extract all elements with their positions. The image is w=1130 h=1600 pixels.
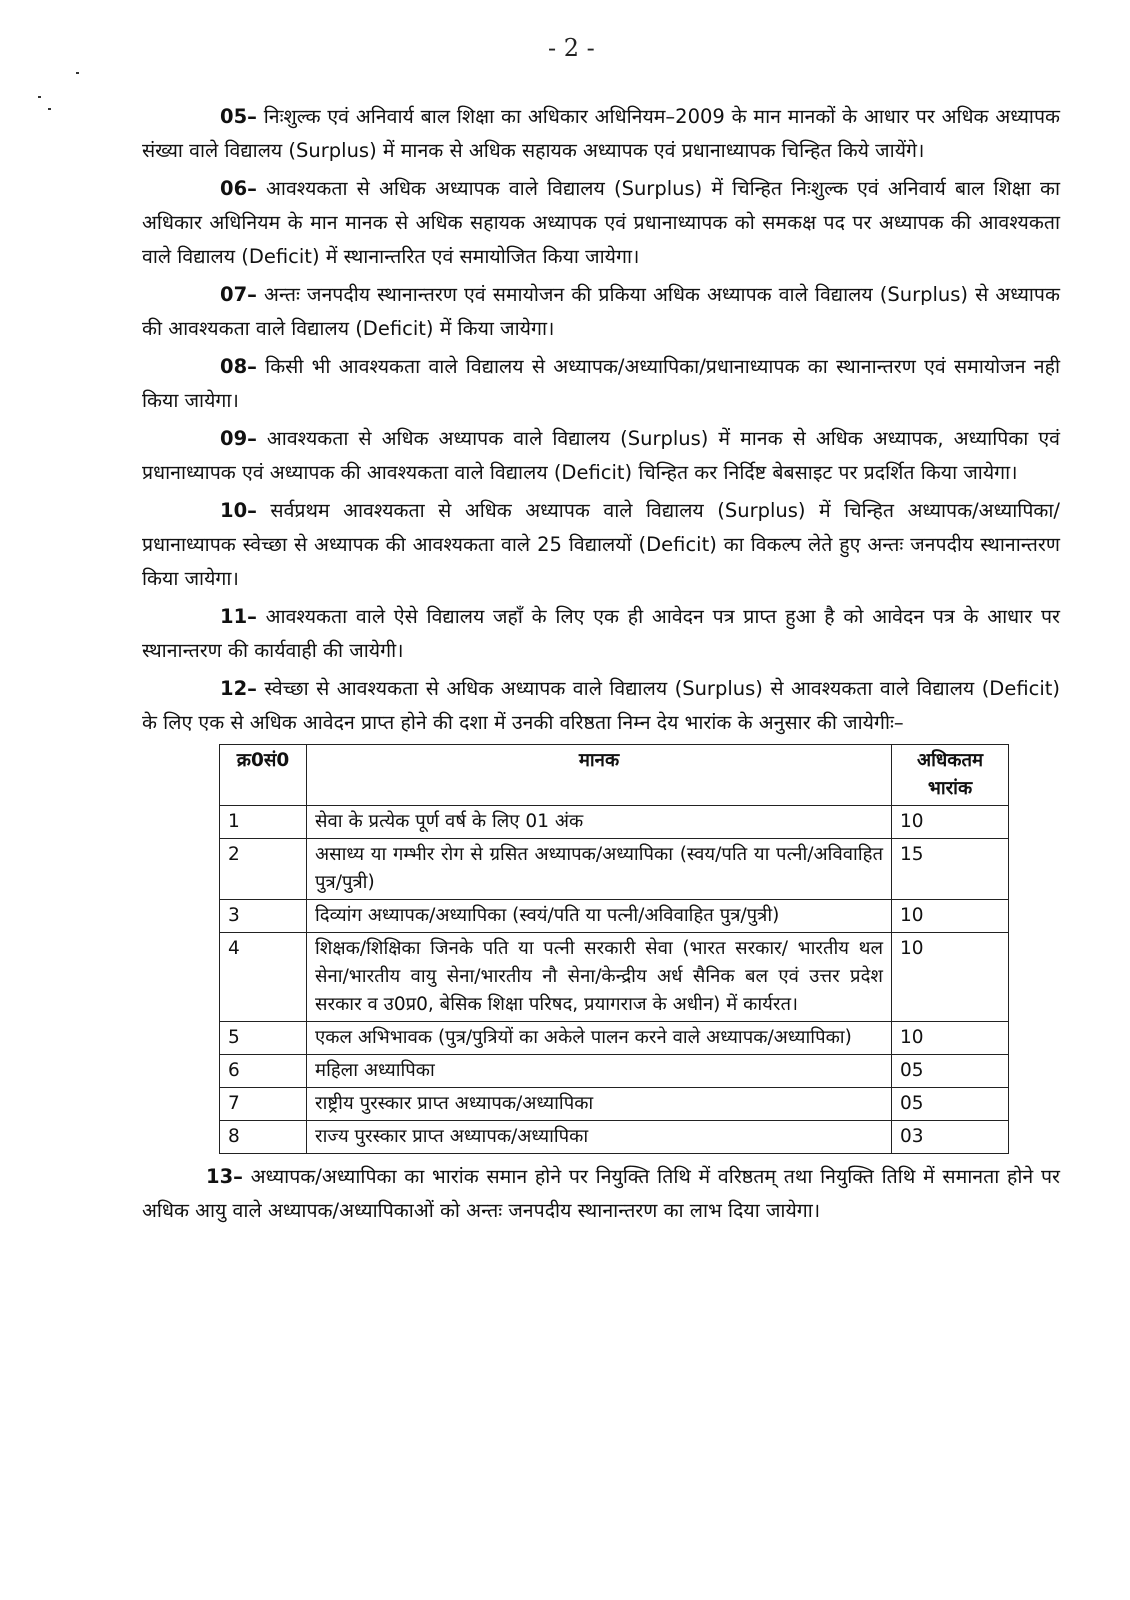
paragraph-text: आवश्यकता से अधिक अध्यापक वाले विद्यालय (Surplus) में मानक से अधिक अध्यापक, अध्यापिका एवं प्रधानाध्यापक एवं अध्यापक की आवश्यकता वाले विद्यालय (Deficit) चिन्हित कर निर्दिष्ट बेबसाइट पर प्रदर्शित किया जायेगा। xyxy=(142,427,1060,484)
table-row xyxy=(220,1088,1009,1121)
cell-standard: शिक्षक/शिक्षिका जिनके पति या पत्नी सरकारी सेवा (भारत सरकार/ भारतीय थल सेना/भारतीय वायु सेना/भारतीय नौ सेना/केन्द्रीय अर्ध सैनिक बल एवं उत्तर प्रदेश सरकार व उ0प्र0, बेसिक शिक्षा परिषद, प्रयागराज के अधीन) में कार्यरत। xyxy=(307,933,892,1022)
cell-marks: 05 xyxy=(892,1088,1009,1121)
table-row xyxy=(220,1121,1009,1154)
weightage-table xyxy=(219,744,1009,1154)
paragraph-number: 13– xyxy=(206,1165,243,1188)
scan-speck xyxy=(76,72,79,74)
table-row xyxy=(220,1022,1009,1055)
paragraph-text: निःशुल्क एवं अनिवार्य बाल शिक्षा का अधिकार अधिनियम–2009 के मान मानकों के आधार पर अधिक अध्यापक संख्या वाले विद्यालय (Surplus) में मानक से अधिक सहायक अध्यापक एवं प्रधानाध्यापक चिन्हित किये जायेंगे। xyxy=(142,105,1060,162)
cell-standard: दिव्यांग अध्यापक/अध्यापिका (स्वयं/पति या पत्नी/अविवाहित पुत्र/पुत्री) xyxy=(307,900,892,933)
cell-standard: असाध्य या गम्भीर रोग से ग्रसित अध्यापक/अध्यापिका (स्वय/पति या पत्नी/अविवाहित पुत्र/पुत्री) xyxy=(307,839,892,900)
cell-standard: राष्ट्रीय पुरस्कार प्राप्त अध्यापक/अध्यापिका xyxy=(307,1088,892,1121)
table-row xyxy=(220,1055,1009,1088)
cell-marks: 15 xyxy=(892,839,1009,900)
cell-serial-number: 3 xyxy=(220,900,307,933)
paragraph-number: 09– xyxy=(220,427,257,450)
cell-serial-number: 8 xyxy=(220,1121,307,1154)
paragraph-number: 07– xyxy=(220,283,257,306)
cell-marks: 10 xyxy=(892,806,1009,839)
cell-marks: 10 xyxy=(892,933,1009,1022)
paragraph-text: सर्वप्रथम आवश्यकता से अधिक अध्यापक वाले विद्यालय (Surplus) में चिन्हित अध्यापक/अध्यापिका/प्रधानाध्यापक स्वेच्छा से अध्यापक की आवश्यकता वाले 25 विद्यालयों (Deficit) का विकल्प लेते हुए अन्तः जनपदीय स्थानान्तरण किया जायेगा। xyxy=(142,499,1060,590)
paragraph-08 xyxy=(142,350,1060,418)
header-max-marks: अधिकतम भारांक xyxy=(892,745,1009,806)
table-row xyxy=(220,933,1009,1022)
page-number: - 2 - xyxy=(548,34,595,62)
paragraph-text: आवश्यकता से अधिक अध्यापक वाले विद्यालय (Surplus) में चिन्हित निःशुल्क एवं अनिवार्य बाल शिक्षा का अधिकार अधिनियम के मान मानक से अधिक सहायक अध्यापक एवं प्रधानाध्यापक को समकक्ष पद पर अध्यापक की आवश्यकता वाले विद्यालय (Deficit) में स्थानान्तरित एवं समायोजित किया जायेगा। xyxy=(142,177,1060,268)
header-standard: मानक xyxy=(307,745,892,806)
paragraph-12 xyxy=(142,672,1060,740)
cell-serial-number: 7 xyxy=(220,1088,307,1121)
header-serial-number: क्र0सं0 xyxy=(220,745,307,806)
paragraph-text: आवश्यकता वाले ऐसे विद्यालय जहाँ के लिए एक ही आवेदन पत्र प्राप्त हुआ है को आवेदन पत्र के आधार पर स्थानान्तरण की कार्यवाही की जायेगी। xyxy=(142,605,1061,662)
scan-speck xyxy=(38,96,41,98)
cell-serial-number: 5 xyxy=(220,1022,307,1055)
paragraph-13 xyxy=(142,1160,1060,1228)
cell-serial-number: 1 xyxy=(220,806,307,839)
paragraph-06 xyxy=(142,172,1060,274)
paragraph-text: अन्तः जनपदीय स्थानान्तरण एवं समायोजन की प्रकिया अधिक अध्यापक वाले विद्यालय (Surplus) से अध्यापक की आवश्यकता वाले विद्यालय (Deficit) में किया जायेगा। xyxy=(142,283,1060,340)
paragraph-number: 10– xyxy=(220,499,257,522)
paragraph-text: अध्यापक/अध्यापिका का भारांक समान होने पर नियुक्ति तिथि में वरिष्ठतम् तथा नियुक्ति तिथि में समानता होने पर अधिक आयु वाले अध्यापक/अध्यापिकाओं को अन्तः जनपदीय स्थानान्तरण का लाभ दिया जायेगा। xyxy=(142,1165,1060,1222)
paragraph-number: 08– xyxy=(220,355,257,378)
table-row xyxy=(220,900,1009,933)
scan-speck xyxy=(48,108,51,110)
cell-serial-number: 2 xyxy=(220,839,307,900)
cell-serial-number: 6 xyxy=(220,1055,307,1088)
cell-standard: राज्य पुरस्कार प्राप्त अध्यापक/अध्यापिका xyxy=(307,1121,892,1154)
cell-standard: महिला अध्यापिका xyxy=(307,1055,892,1088)
paragraph-number: 06– xyxy=(220,177,257,200)
cell-marks: 10 xyxy=(892,900,1009,933)
table-row xyxy=(220,839,1009,900)
paragraph-number: 12– xyxy=(220,677,257,700)
cell-marks: 05 xyxy=(892,1055,1009,1088)
paragraph-number: 11– xyxy=(220,605,257,628)
paragraph-07 xyxy=(142,278,1060,346)
cell-serial-number: 4 xyxy=(220,933,307,1022)
document-body xyxy=(142,100,1060,1232)
paragraph-text: किसी भी आवश्यकता वाले विद्यालय से अध्यापक/अध्यापिका/प्रधानाध्यापक का स्थानान्तरण एवं समायोजन नही किया जायेगा। xyxy=(142,355,1061,412)
table-row xyxy=(220,806,1009,839)
paragraph-10 xyxy=(142,494,1060,596)
cell-standard: सेवा के प्रत्येक पूर्ण वर्ष के लिए 01 अंक xyxy=(307,806,892,839)
paragraph-05 xyxy=(142,100,1060,168)
paragraph-number: 05– xyxy=(220,105,257,128)
cell-marks: 03 xyxy=(892,1121,1009,1154)
paragraph-text: स्वेच्छा से आवश्यकता से अधिक अध्यापक वाले विद्यालय (Surplus) से आवश्यकता वाले विद्यालय (Deficit) के लिए एक से अधिक आवेदन प्राप्त होने की दशा में उनकी वरिष्ठता निम्न देय भारांक के अनुसार की जायेगीः– xyxy=(142,677,1060,734)
table-header-row xyxy=(220,745,1009,806)
paragraph-11 xyxy=(142,600,1060,668)
cell-standard: एकल अभिभावक (पुत्र/पुत्रियों का अकेले पालन करने वाले अध्यापक/अध्यापिका) xyxy=(307,1022,892,1055)
cell-marks: 10 xyxy=(892,1022,1009,1055)
paragraph-09 xyxy=(142,422,1060,490)
